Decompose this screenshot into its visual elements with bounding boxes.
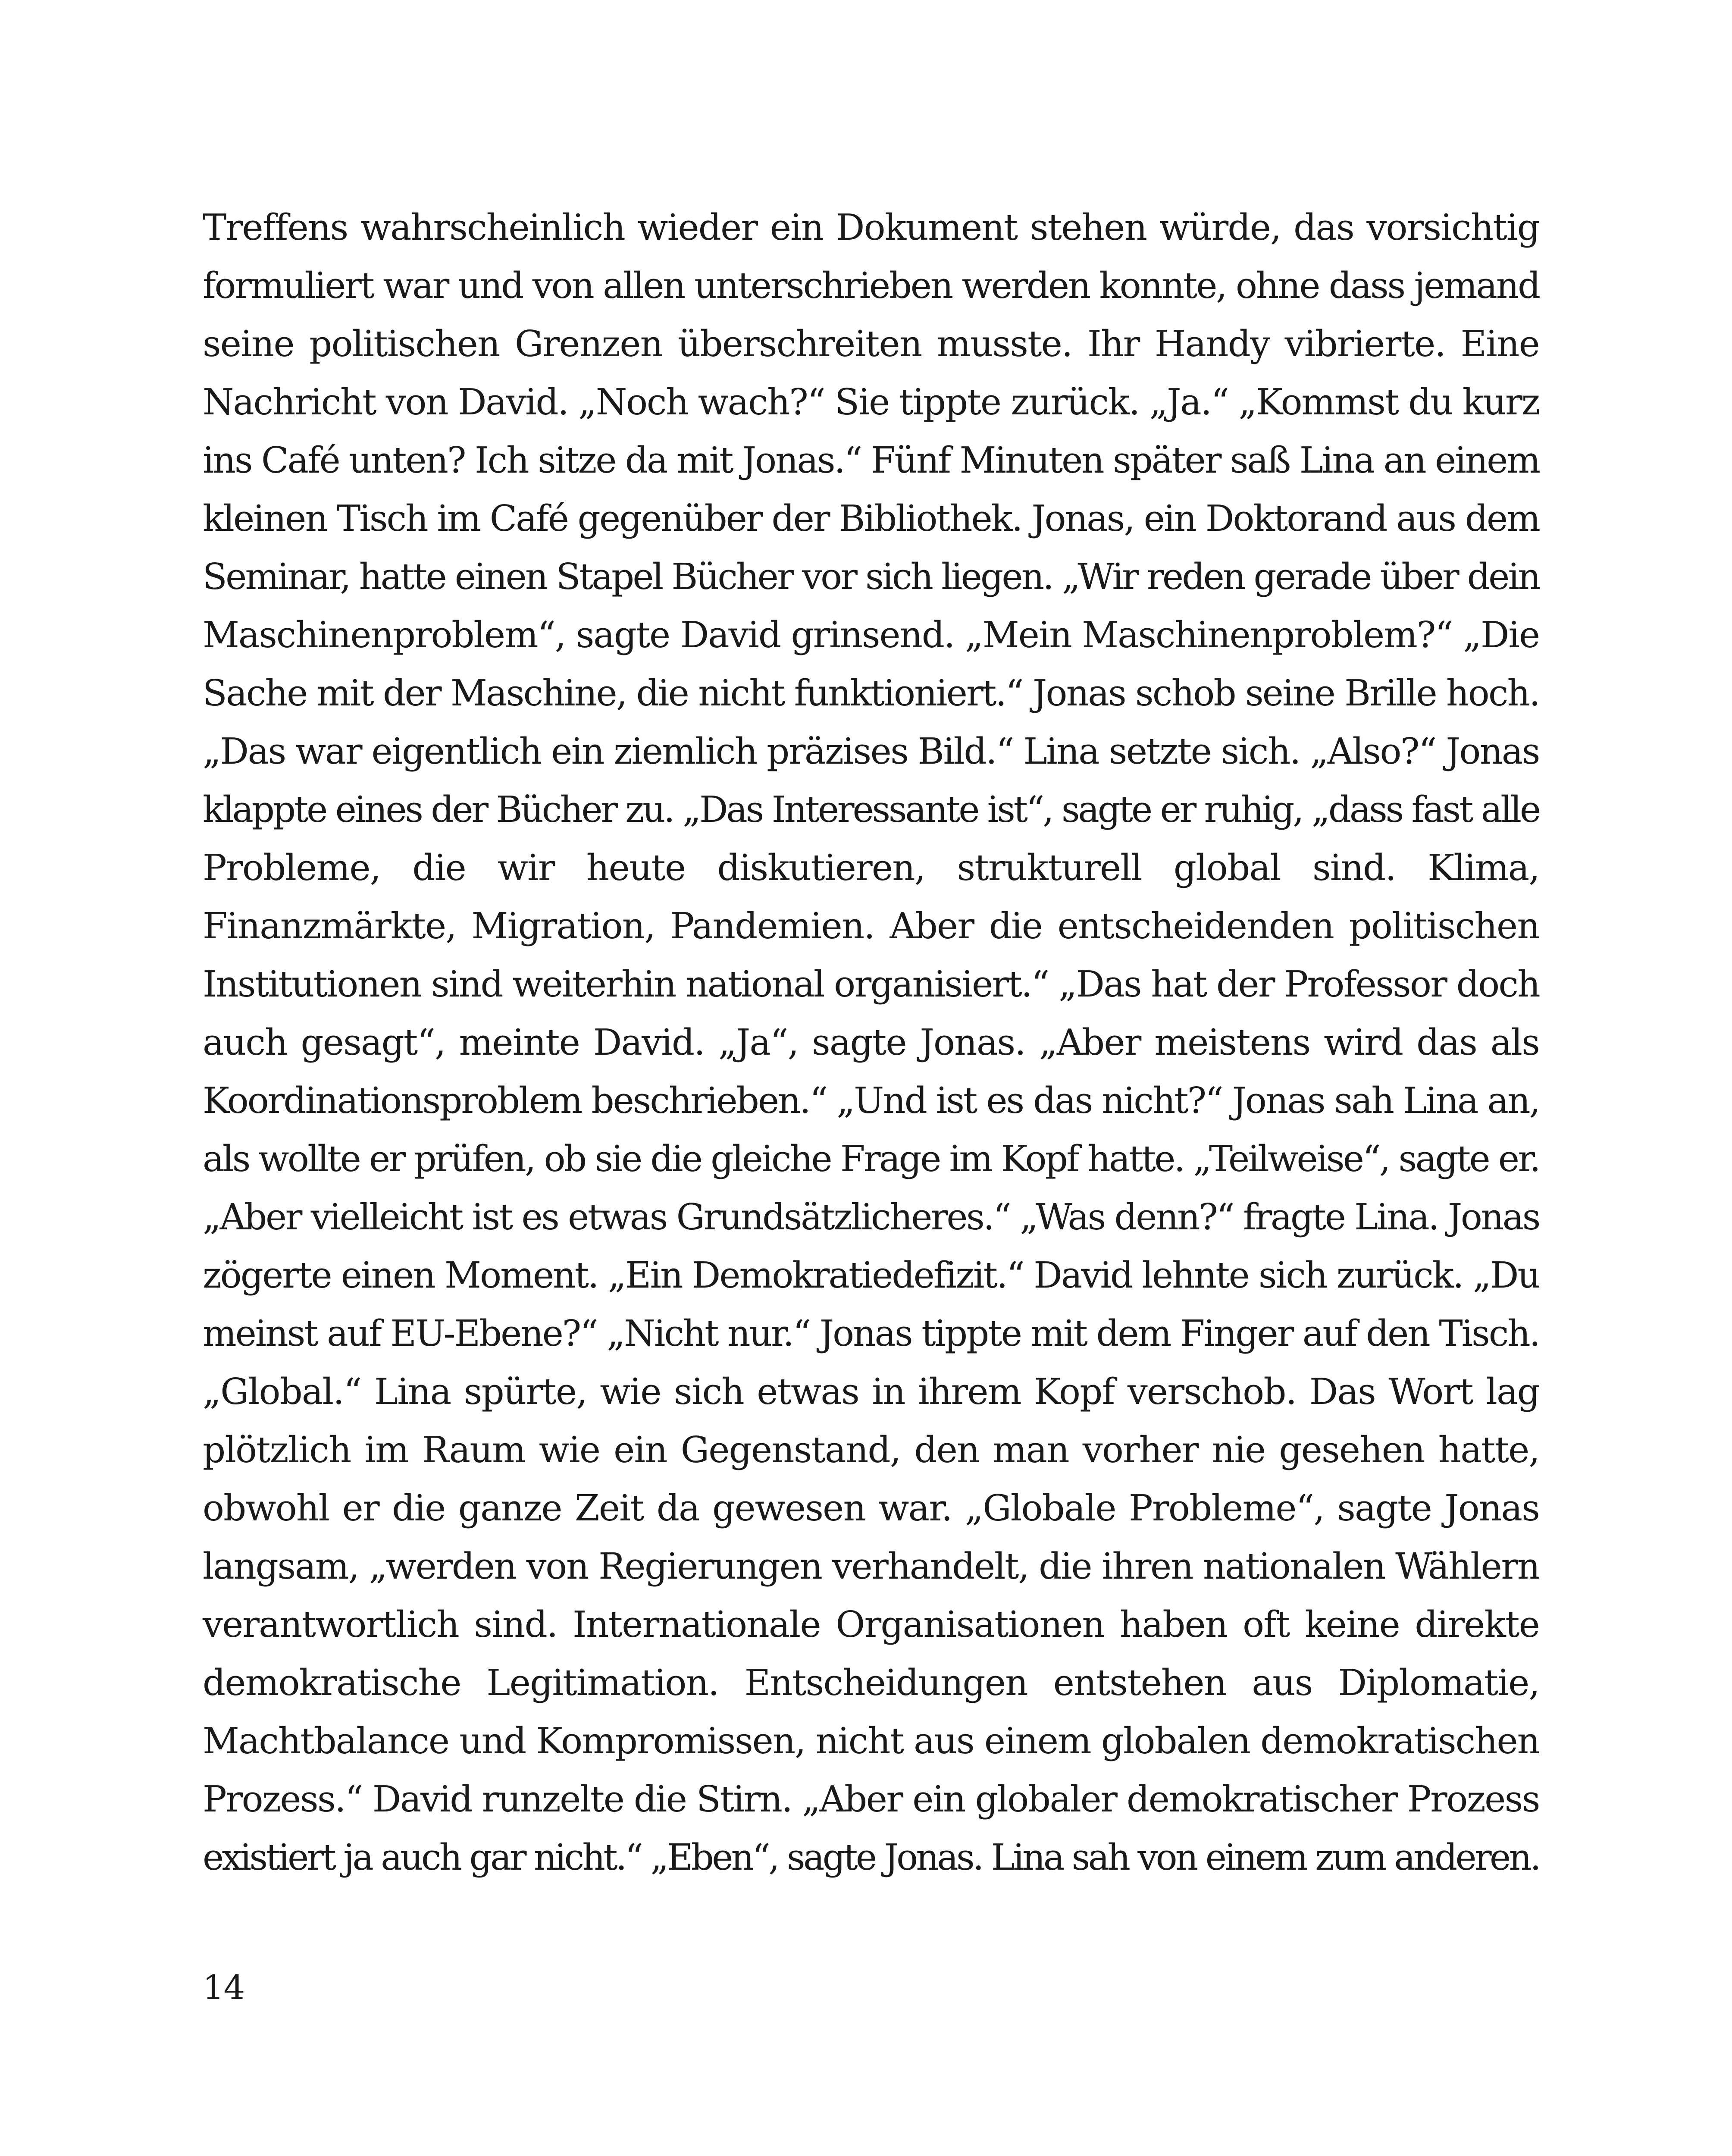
- text-line: Machtbalance und Kompromissen, nicht aus einem globalen demokratischen: [203, 1720, 1539, 1762]
- text-line: verantwortlich sind. Internationale Organisationen haben oft keine direkte: [203, 1604, 1539, 1645]
- text-line: Koordinationsproblem beschrieben.“ „Und ist es das nicht?“ Jonas sah Lina an,: [203, 1080, 1539, 1122]
- text-line: formuliert war und von allen unterschrieben werden konnte, ohne dass jemand: [203, 265, 1539, 307]
- text-line: Sache mit der Maschine, die nicht funktioniert.“ Jonas schob seine Brille hoch.: [203, 672, 1539, 714]
- text-line: obwohl er die ganze Zeit da gewesen war. „Globale Probleme“, sagte Jonas: [203, 1487, 1539, 1529]
- text-line: Seminar, hatte einen Stapel Bücher vor sich liegen. „Wir reden gerade über dein: [203, 556, 1539, 598]
- text-line: kleinen Tisch im Café gegenüber der Bibliothek. Jonas, ein Doktorand aus dem: [203, 498, 1539, 539]
- text-line: „Das war eigentlich ein ziemlich präzises Bild.“ Lina setzte sich. „Also?“ Jonas: [203, 730, 1539, 772]
- text-line: Probleme, die wir heute diskutieren, strukturell global sind. Klima,: [203, 847, 1539, 889]
- text-line: existiert ja auch gar nicht.“ „Eben“, sagte Jonas. Lina sah von einem zum anderen.: [203, 1836, 1539, 1878]
- text-line: Treffens wahrscheinlich wieder ein Dokument stehen würde, das vorsichtig: [203, 207, 1539, 248]
- text-line: „Global.“ Lina spürte, wie sich etwas in ihrem Kopf verschob. Das Wort lag: [203, 1371, 1539, 1413]
- body-text: [203, 198, 1539, 1887]
- text-line: Nachricht von David. „Noch wach?“ Sie tippte zurück. „Ja.“ „Kommst du kurz: [203, 381, 1539, 423]
- text-line: „Aber vielleicht ist es etwas Grundsätzlicheres.“ „Was denn?“ fragte Lina. Jonas: [203, 1196, 1539, 1238]
- text-line: auch gesagt“, meinte David. „Ja“, sagte Jonas. „Aber meistens wird das als: [203, 1022, 1539, 1063]
- text-line: demokratische Legitimation. Entscheidungen entstehen aus Diplomatie,: [203, 1662, 1539, 1704]
- text-line: plötzlich im Raum wie ein Gegenstand, den man vorher nie gesehen hatte,: [203, 1429, 1539, 1471]
- page-number: 14: [203, 1968, 245, 2007]
- text-line: Finanzmärkte, Migration, Pandemien. Aber die entscheidenden politischen: [203, 905, 1539, 947]
- text-line: Prozess.“ David runzelte die Stirn. „Aber ein globaler demokratischer Prozess: [203, 1778, 1539, 1820]
- text-line: zögerte einen Moment. „Ein Demokratiedefizit.“ David lehnte sich zurück. „Du: [203, 1254, 1539, 1296]
- text-line: Institutionen sind weiterhin national organisiert.“ „Das hat der Professor doch: [203, 963, 1539, 1005]
- text-line: meinst auf EU-Ebene?“ „Nicht nur.“ Jonas tippte mit dem Finger auf den Tisch.: [203, 1313, 1539, 1354]
- text-line: Maschinenproblem“, sagte David grinsend. „Mein Maschinenproblem?“ „Die: [203, 614, 1539, 656]
- text-line: seine politischen Grenzen überschreiten musste. Ihr Handy vibrierte. Eine: [203, 323, 1539, 365]
- text-line: langsam, „werden von Regierungen verhandelt, die ihren nationalen Wählern: [203, 1545, 1539, 1587]
- text-line: als wollte er prüfen, ob sie die gleiche Frage im Kopf hatte. „Teilweise“, sagte er.: [203, 1138, 1539, 1180]
- text-line: klappte eines der Bücher zu. „Das Interessante ist“, sagte er ruhig, „dass fast alle: [203, 789, 1539, 830]
- text-line: ins Café unten? Ich sitze da mit Jonas.“ Fünf Minuten später saß Lina an einem: [203, 439, 1539, 481]
